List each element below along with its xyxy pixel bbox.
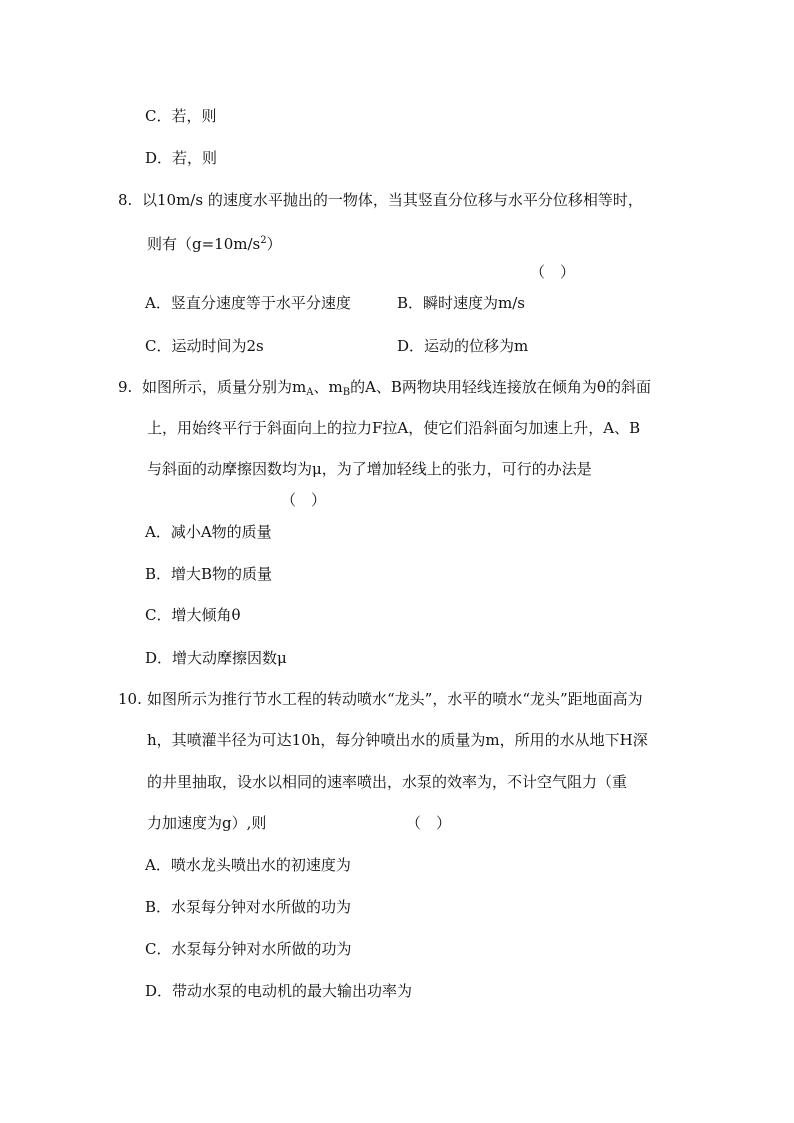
q8-stem-line2-suffix: ） <box>266 235 282 253</box>
q8-option-b: B．瞬时速度为m/s <box>397 294 525 312</box>
q8-option-a: A．竖直分速度等于水平分速度 <box>145 294 351 312</box>
q9-answer-bracket: （ ） <box>281 491 327 509</box>
q9-stem-line1-a: 如图所示，质量分别为m <box>142 378 307 396</box>
q10-number: 10. <box>118 690 142 708</box>
q7-option-c: C．若，则 <box>145 107 217 125</box>
q9-option-c: C．增大倾角θ <box>145 606 241 624</box>
q10-option-b: B．水泵每分钟对水所做的功为 <box>145 898 352 916</box>
q10-stem-line4: 力加速度为g）,则 <box>147 814 267 832</box>
q8-option-c: C．运动时间为2s <box>145 337 264 355</box>
q9-number: 9. <box>118 378 133 396</box>
q9-stem-line1-c: 的A、B两物块用轻线连接放在倾角为θ的斜面 <box>350 378 651 396</box>
q10-answer-bracket: （ ） <box>406 814 452 832</box>
q10-option-a: A．喷水龙头喷出水的初速度为 <box>145 856 351 874</box>
q9-sub-a: A <box>306 387 314 398</box>
q9-sub-b: B <box>342 387 351 398</box>
q9-option-b: B．增大B物的质量 <box>145 565 273 583</box>
q10-stem-line3: 的井里抽取，设水以相同的速率喷出，水泵的效率为，不计空气阻力（重 <box>147 773 628 791</box>
q10-option-c: C．水泵每分钟对水所做的功为 <box>145 940 352 958</box>
q10-stem-line2: h，其喷灌半径为可达10h，每分钟喷出水的质量为m，所用的水从地下H深 <box>147 731 648 749</box>
q8-stem-line2-prefix: 则有（g=10m/s <box>147 235 261 253</box>
q8-number: 8. <box>118 191 133 209</box>
q9-option-d: D．增大动摩擦因数μ <box>145 649 287 667</box>
q8-option-d: D．运动的位移为m <box>397 337 529 355</box>
q10-option-d: D．带动水泵的电动机的最大输出功率为 <box>145 982 413 1000</box>
q10-stem-line1: 如图所示为推行节水工程的转动喷水“龙头”，水平的喷水“龙头”距地面高为 <box>147 690 643 708</box>
q9-option-a: A．减小A物的质量 <box>145 523 272 541</box>
q9-stem-line1 <box>142 377 651 403</box>
q8-stem-line2-sup: 2 <box>260 235 267 246</box>
q9-stem-line2: 上，用始终平行于斜面向上的拉力F拉A，使它们沿斜面匀加速上升，A、B <box>147 419 641 437</box>
q8-answer-bracket: （ ） <box>530 263 576 281</box>
q7-option-d: D．若，则 <box>145 149 218 167</box>
q8-stem-line1: 以10m/s 的速度水平抛出的一物体，当其竖直分位移与水平分位移相等时， <box>142 191 643 209</box>
q9-stem-line3: 与斜面的动摩擦因数均为μ，为了增加轻线上的张力，可行的办法是 <box>147 460 592 478</box>
q8-stem-line2 <box>147 231 282 254</box>
q9-stem-line1-b: 、m <box>313 378 343 396</box>
